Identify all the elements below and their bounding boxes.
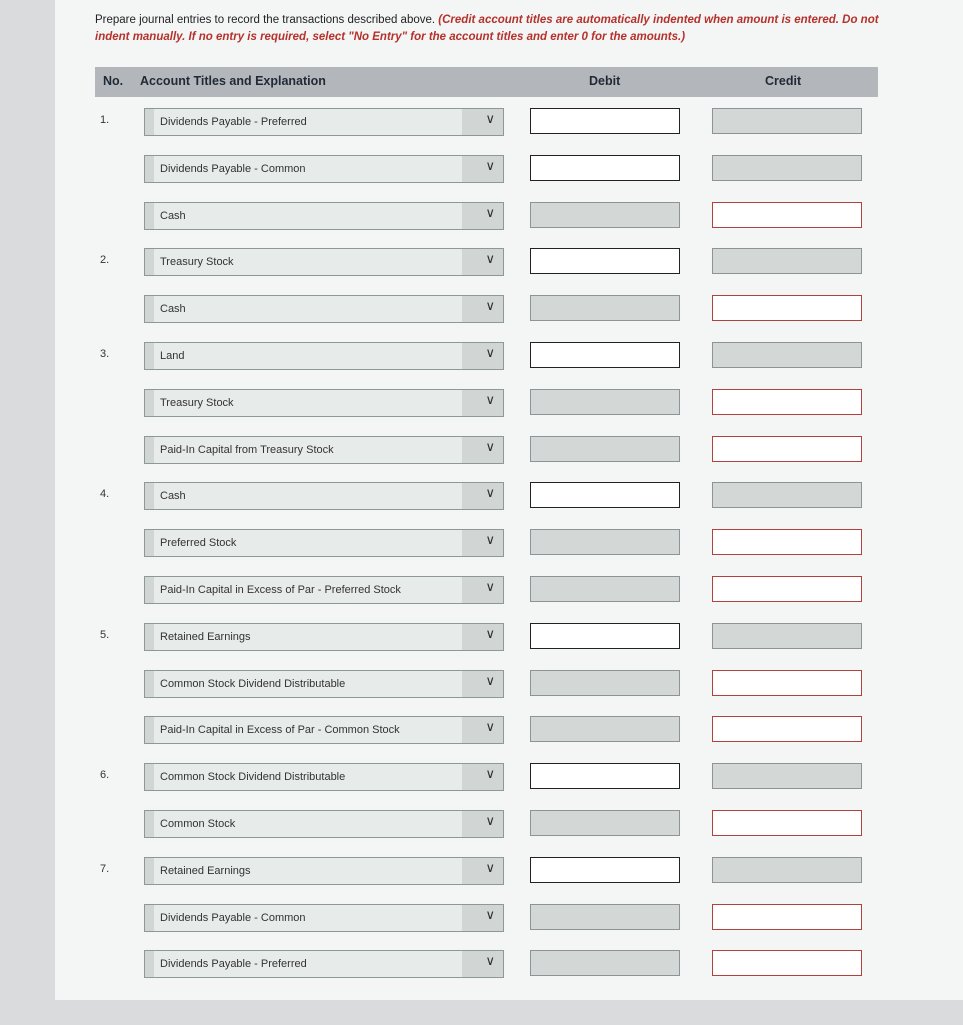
- journal-row: [0, 389, 963, 419]
- account-title-select[interactable]: [144, 108, 504, 136]
- chevron-down-icon[interactable]: ∨: [485, 439, 495, 454]
- account-title-value: Common Stock: [154, 811, 462, 837]
- account-title-select[interactable]: [144, 623, 504, 651]
- credit-input[interactable]: [712, 904, 862, 930]
- account-title-value: Paid-In Capital in Excess of Par - Preferred Stock: [154, 577, 462, 603]
- account-title-select[interactable]: [144, 248, 504, 276]
- journal-row: [0, 670, 963, 700]
- journal-row: [0, 155, 963, 185]
- account-title-value: Dividends Payable - Preferred: [154, 951, 462, 977]
- account-title-select[interactable]: [144, 857, 504, 885]
- entry-number: 5.: [100, 629, 110, 641]
- chevron-down-icon[interactable]: ∨: [485, 345, 495, 360]
- account-title-value: Dividends Payable - Preferred: [154, 109, 462, 135]
- account-title-select[interactable]: [144, 342, 504, 370]
- debit-input[interactable]: [530, 904, 680, 930]
- chevron-down-icon[interactable]: ∨: [485, 485, 495, 500]
- table-header: [95, 67, 878, 97]
- account-title-select[interactable]: [144, 295, 504, 323]
- chevron-down-icon[interactable]: ∨: [485, 719, 495, 734]
- credit-input[interactable]: [712, 857, 862, 883]
- entry-number: 3.: [100, 348, 110, 360]
- credit-input[interactable]: [712, 950, 862, 976]
- header-credit: Credit: [765, 74, 802, 88]
- account-title-value: Cash: [154, 296, 462, 322]
- instructions: [95, 12, 895, 46]
- debit-input[interactable]: [530, 763, 680, 789]
- entry-number: 4.: [100, 488, 110, 500]
- account-title-select[interactable]: [144, 716, 504, 744]
- journal-row: [0, 436, 963, 466]
- credit-input[interactable]: [712, 763, 862, 789]
- credit-input[interactable]: [712, 342, 862, 368]
- chevron-down-icon[interactable]: ∨: [485, 766, 495, 781]
- credit-input[interactable]: [712, 389, 862, 415]
- account-title-value: Cash: [154, 483, 462, 509]
- account-title-select[interactable]: [144, 904, 504, 932]
- account-title-value: Common Stock Dividend Distributable: [154, 671, 462, 697]
- debit-input[interactable]: [530, 295, 680, 321]
- credit-input[interactable]: [712, 295, 862, 321]
- journal-row: [0, 482, 963, 512]
- account-title-select[interactable]: [144, 482, 504, 510]
- account-title-select[interactable]: [144, 155, 504, 183]
- journal-row: [0, 576, 963, 606]
- journal-row: [0, 904, 963, 934]
- journal-row: [0, 529, 963, 559]
- debit-input[interactable]: [530, 389, 680, 415]
- credit-input[interactable]: [712, 202, 862, 228]
- debit-input[interactable]: [530, 950, 680, 976]
- account-title-value: Paid-In Capital in Excess of Par - Common Stock: [154, 717, 462, 743]
- credit-input[interactable]: [712, 248, 862, 274]
- credit-input[interactable]: [712, 576, 862, 602]
- instructions-main: Prepare journal entries to record the transactions described above.: [95, 14, 436, 26]
- chevron-down-icon[interactable]: ∨: [485, 111, 495, 126]
- journal-row: [0, 342, 963, 372]
- account-title-value: Treasury Stock: [154, 390, 462, 416]
- account-title-value: Common Stock Dividend Distributable: [154, 764, 462, 790]
- chevron-down-icon[interactable]: ∨: [485, 579, 495, 594]
- account-title-value: Treasury Stock: [154, 249, 462, 275]
- journal-row: [0, 108, 963, 138]
- instructions-note: (Credit account titles are automatically indented when amount is entered. Do not indent manually. If no entry is required, select "No Entry" for the account titles and enter 0 for the amounts.): [95, 14, 879, 43]
- journal-row: [0, 248, 963, 278]
- account-title-value: Dividends Payable - Common: [154, 905, 462, 931]
- account-title-value: Retained Earnings: [154, 624, 462, 650]
- debit-input[interactable]: [530, 623, 680, 649]
- credit-input[interactable]: [712, 529, 862, 555]
- journal-row: [0, 763, 963, 793]
- chevron-down-icon[interactable]: ∨: [485, 251, 495, 266]
- account-title-select[interactable]: [144, 202, 504, 230]
- journal-row: [0, 810, 963, 840]
- debit-input[interactable]: [530, 482, 680, 508]
- header-debit: Debit: [589, 74, 621, 88]
- credit-input[interactable]: [712, 810, 862, 836]
- account-title-select[interactable]: [144, 576, 504, 604]
- chevron-down-icon[interactable]: ∨: [485, 532, 495, 547]
- account-title-select[interactable]: [144, 950, 504, 978]
- chevron-down-icon[interactable]: ∨: [485, 392, 495, 407]
- header-account: Account Titles and Explanation: [140, 74, 326, 88]
- credit-input[interactable]: [712, 436, 862, 462]
- debit-input[interactable]: [530, 529, 680, 555]
- chevron-down-icon[interactable]: ∨: [485, 953, 495, 968]
- journal-row: [0, 857, 963, 887]
- account-title-select[interactable]: [144, 810, 504, 838]
- credit-input[interactable]: [712, 716, 862, 742]
- credit-input[interactable]: [712, 155, 862, 181]
- chevron-down-icon[interactable]: ∨: [485, 813, 495, 828]
- chevron-down-icon[interactable]: ∨: [485, 860, 495, 875]
- chevron-down-icon[interactable]: ∨: [485, 298, 495, 313]
- account-title-select[interactable]: [144, 670, 504, 698]
- debit-input[interactable]: [530, 248, 680, 274]
- account-title-value: Paid-In Capital from Treasury Stock: [154, 437, 462, 463]
- debit-input[interactable]: [530, 202, 680, 228]
- account-title-select[interactable]: [144, 529, 504, 557]
- account-title-value: Land: [154, 343, 462, 369]
- account-title-value: Cash: [154, 203, 462, 229]
- journal-row: [0, 716, 963, 746]
- credit-input[interactable]: [712, 108, 862, 134]
- header-no: No.: [103, 74, 124, 88]
- account-title-select[interactable]: [144, 436, 504, 464]
- debit-input[interactable]: [530, 716, 680, 742]
- debit-input[interactable]: [530, 155, 680, 181]
- debit-input[interactable]: [530, 436, 680, 462]
- debit-input[interactable]: [530, 576, 680, 602]
- debit-input[interactable]: [530, 108, 680, 134]
- chevron-down-icon[interactable]: ∨: [485, 626, 495, 641]
- account-title-value: Dividends Payable - Common: [154, 156, 462, 182]
- entry-number: 6.: [100, 769, 110, 781]
- credit-input[interactable]: [712, 670, 862, 696]
- chevron-down-icon[interactable]: ∨: [485, 673, 495, 688]
- account-title-select[interactable]: [144, 763, 504, 791]
- account-title-value: Preferred Stock: [154, 530, 462, 556]
- journal-row: [0, 295, 963, 325]
- account-title-select[interactable]: [144, 389, 504, 417]
- journal-row: [0, 623, 963, 653]
- entry-number: 1.: [100, 114, 110, 126]
- chevron-down-icon[interactable]: ∨: [485, 907, 495, 922]
- account-title-value: Retained Earnings: [154, 858, 462, 884]
- journal-row: [0, 202, 963, 232]
- chevron-down-icon[interactable]: ∨: [485, 158, 495, 173]
- debit-input[interactable]: [530, 857, 680, 883]
- debit-input[interactable]: [530, 670, 680, 696]
- debit-input[interactable]: [530, 342, 680, 368]
- entry-number: 7.: [100, 863, 110, 875]
- credit-input[interactable]: [712, 482, 862, 508]
- chevron-down-icon[interactable]: ∨: [485, 205, 495, 220]
- credit-input[interactable]: [712, 623, 862, 649]
- entry-number: 2.: [100, 254, 110, 266]
- journal-row: [0, 950, 963, 980]
- debit-input[interactable]: [530, 810, 680, 836]
